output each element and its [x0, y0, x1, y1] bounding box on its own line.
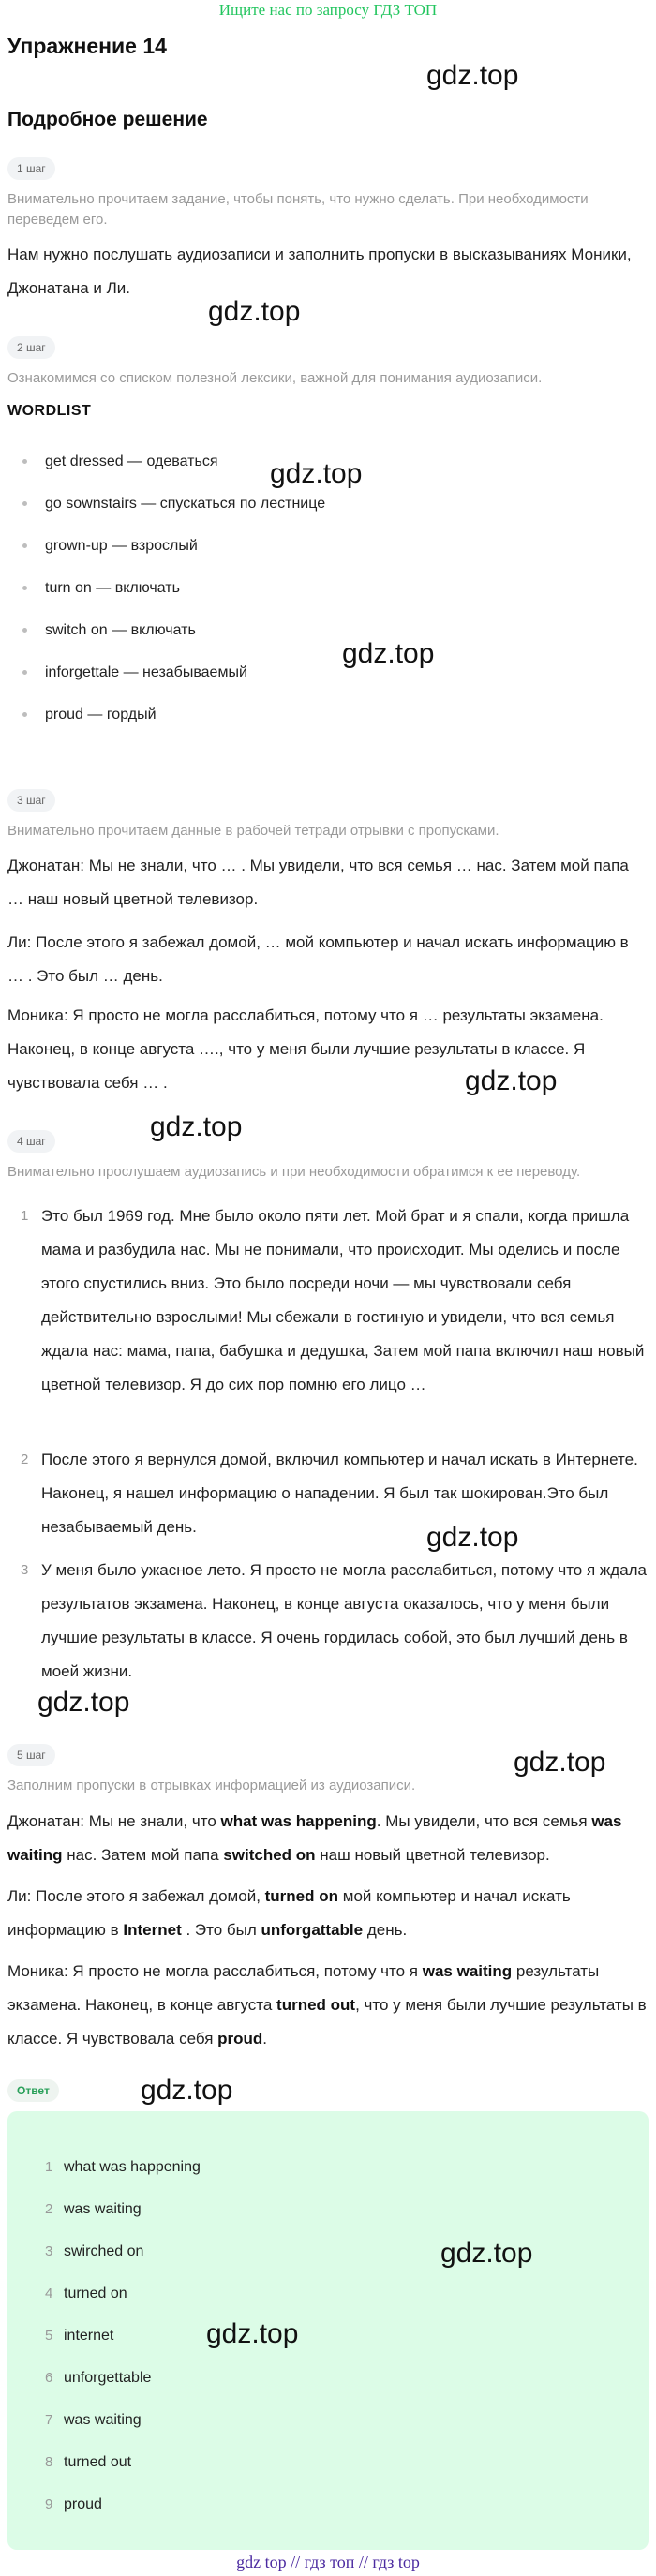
watermark: gdz.top	[208, 296, 301, 327]
top-search-link[interactable]: Ищите нас по запросу ГДЗ ТОП	[218, 1, 438, 19]
step-5-label: 5 шаг	[7, 1744, 55, 1766]
watermark: gdz.top	[141, 2075, 233, 2106]
answer-item	[7, 2146, 201, 2188]
translation-item	[7, 1554, 649, 1689]
item-text: У меня было ужасное лето. Я просто не могла расслабиться, потому что я ждала результатов экзамена. Наконец, в конце августа оказалось, что у меня были лучшие результаты в классе. Я очень гордилась собой, это был лучший день в моей жизни.	[41, 1561, 648, 1680]
item-text: was waiting	[64, 2412, 142, 2428]
item-number: 1	[21, 1208, 29, 1224]
item-number: 7	[45, 2412, 53, 2428]
step-5-paragraph-1: Джонатан: Мы не знали, что what was happening. Мы увидели, что вся семья was waiting нас. Затем мой папа switched on наш новый цветной телевизор.	[7, 1812, 622, 1864]
item-number: 5	[45, 2328, 53, 2344]
wordlist-item: turn on — включать	[21, 567, 325, 609]
item-number: 4	[45, 2286, 53, 2301]
step-5-note: Заполним пропуски в отрывках информацией из аудиозаписи.	[7, 1778, 416, 1794]
wordlist-item: grown-up — взрослый	[21, 525, 325, 567]
answer-item	[7, 2315, 201, 2357]
step-3-note: Внимательно прочитаем данные в рабочей тетради отрывки с пропусками.	[7, 823, 499, 839]
answer-item	[7, 2399, 201, 2441]
translation-list-3	[7, 1554, 649, 1689]
step-4-note: Внимательно прослушаем аудиозапись и при необходимости обратимся к ее переводу.	[7, 1164, 581, 1180]
answer-label: Ответ	[7, 2079, 59, 2102]
watermark: gdz.top	[465, 1065, 558, 1096]
item-number: 1	[45, 2159, 53, 2175]
step-1-note: Внимательно прочитаем задание, чтобы понять, что нужно сделать. При необходимости переведем его.	[7, 191, 589, 228]
step-1-text: Нам нужно послушать аудиозаписи и заполнить пропуски в высказываниях Моники, Джонатана и Ли.	[7, 246, 632, 297]
answer-list	[7, 2146, 201, 2525]
watermark: gdz.top	[426, 60, 519, 91]
watermark: gdz.top	[37, 1687, 130, 1718]
wordlist-item: inforgettale — незабываемый	[21, 651, 325, 693]
item-text: proud	[64, 2496, 102, 2512]
watermark: gdz.top	[440, 2238, 533, 2269]
footer-link-gdz-top-mixed[interactable]: гдз top	[372, 2553, 420, 2571]
step-2-note: Ознакомимся со списком полезной лексики, важной для понимания аудиозаписи.	[7, 370, 543, 386]
footer-separator: //	[291, 2553, 301, 2571]
item-text: was waiting	[64, 2201, 142, 2217]
exercise-title: Упражнение 14	[7, 34, 167, 58]
item-text: internet	[64, 2328, 114, 2344]
item-number: 8	[45, 2454, 53, 2470]
footer-link-gdz-top[interactable]: gdz top	[236, 2553, 287, 2571]
step-2-label: 2 шаг	[7, 336, 55, 359]
watermark: gdz.top	[206, 2318, 299, 2349]
watermark: gdz.top	[270, 458, 363, 489]
watermark: gdz.top	[150, 1111, 243, 1142]
answer-item	[7, 2441, 201, 2483]
watermark: gdz.top	[342, 638, 435, 669]
item-number: 3	[21, 1562, 29, 1578]
step-3-paragraph-2: Ли: После этого я забежал домой, … мой компьютер и начал искать информацию в … . Это был … день.	[7, 933, 629, 985]
item-text: what was happening	[64, 2159, 201, 2175]
answer-item	[7, 2272, 201, 2315]
item-text: После этого я вернулся домой, включил компьютер и начал искать в Интернете. Наконец, я нашел информацию о нападении. Я был так шокирован.Это был незабываемый день.	[41, 1451, 638, 1536]
answer-item	[7, 2188, 201, 2230]
wordlist-item: go sownstairs — спускаться по лестнице	[21, 483, 325, 525]
section-title: Подробное решение	[7, 109, 208, 130]
step-3-paragraph-3: Моника: Я просто не могла расслабиться, потому что я … результаты экзамена. Наконец, в конце августа …., что у меня были лучшие результаты в классе. Я чувствовала себя … .	[7, 1006, 604, 1092]
item-number: 3	[45, 2243, 53, 2259]
watermark: gdz.top	[514, 1747, 606, 1778]
answer-item	[7, 2483, 201, 2525]
footer-link-gdz-top-ru[interactable]: гдз топ	[304, 2553, 355, 2571]
item-number: 2	[21, 1452, 29, 1467]
item-text: turned out	[64, 2454, 132, 2470]
step-3-paragraph-1: Джонатан: Мы не знали, что … . Мы увидели, что вся семья … нас. Затем мой папа … наш новый цветной телевизор.	[7, 856, 629, 908]
item-text: swirched on	[64, 2243, 144, 2259]
watermark: gdz.top	[426, 1522, 519, 1553]
translation-item	[7, 1199, 649, 1402]
wordlist-item: proud — гордый	[21, 693, 325, 736]
translation-list-2	[7, 1443, 649, 1544]
translation-list-1	[7, 1199, 649, 1402]
item-number: 2	[45, 2201, 53, 2217]
wordlist-title: WORDLIST	[7, 403, 92, 419]
step-4-label: 4 шаг	[7, 1130, 55, 1153]
item-text: Это был 1969 год. Мне было около пяти лет. Мой брат и я спали, когда пришла мама и разбудила нас. Мы не понимали, что происходит. Мы оделись и после этого спустились вниз. Это было посреди ночи — мы чувствовали себя действительно взрослыми! Мы сбежали в гостиную и увидели, что вся семья ждала нас: мама, папа, бабушка и дедушка, Затем мой папа включил наш новый цветной телевизор. Я до сих пор помню его лицо …	[41, 1207, 645, 1393]
step-5-paragraph-2: Ли: После этого я забежал домой, turned on мой компьютер и начал искать информацию в Internet . Это был unforgattable день.	[7, 1887, 571, 1939]
step-3-label: 3 шаг	[7, 789, 55, 812]
item-text: turned on	[64, 2286, 127, 2301]
answer-item	[7, 2230, 201, 2272]
wordlist-item: get dressed — одеваться	[21, 440, 325, 483]
item-number: 6	[45, 2370, 53, 2386]
wordlist-item: switch on — включать	[21, 609, 325, 651]
footer-links	[0, 2551, 656, 2573]
answer-item	[7, 2357, 201, 2399]
step-1-label: 1 шаг	[7, 157, 55, 180]
translation-item	[7, 1443, 649, 1544]
footer-separator: //	[358, 2553, 368, 2571]
step-5-paragraph-3: Моника: Я просто не могла расслабиться, потому что я was waiting результаты экзамена. Наконец, в конце августа turned out, что у меня были лучшие результаты в классе. Я чувствовала себя proud.	[7, 1962, 647, 2047]
item-number: 9	[45, 2496, 53, 2512]
item-text: unforgettable	[64, 2370, 152, 2386]
